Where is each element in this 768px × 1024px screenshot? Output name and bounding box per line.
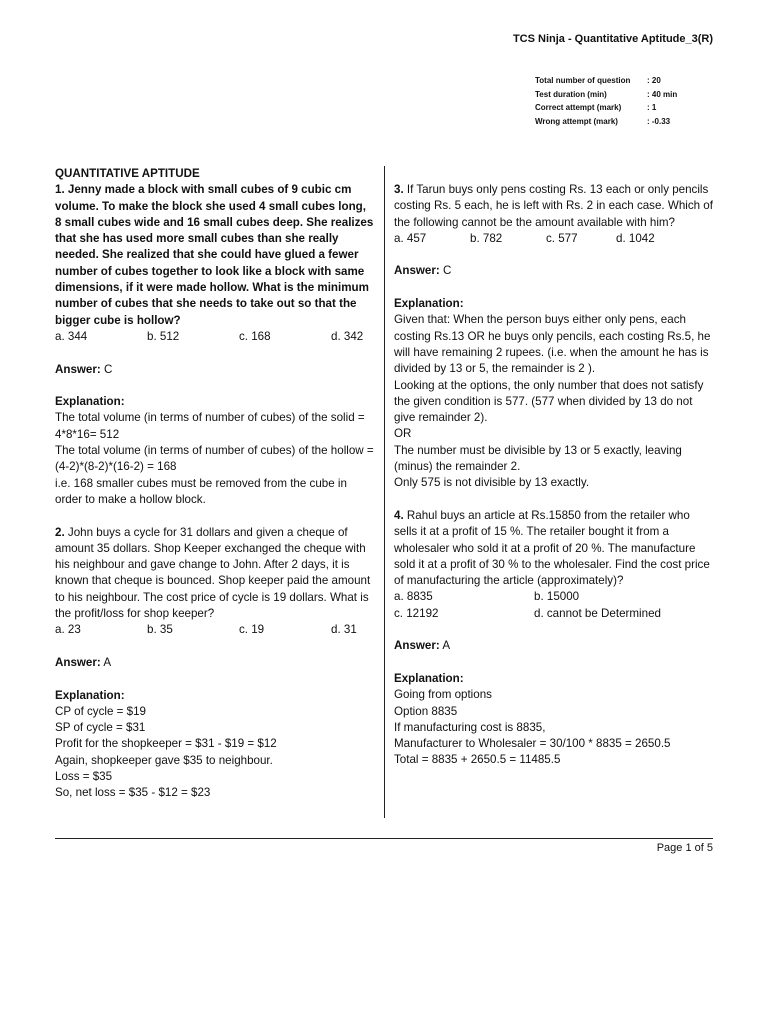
- info-label: Total number of question: [535, 76, 631, 85]
- answer-label: Answer:: [394, 639, 440, 653]
- explanation-line: Given that: When the person buys either only pens, each costing Rs.13 OR he buys only pencils, each costing Rs.5, he will have remaining 2 rupees. (i.e. when the amount he has is divided by 13 or 5, the remainder is 2 ).: [394, 313, 711, 376]
- info-value: : -0.33: [647, 116, 671, 126]
- option-b: b. 35: [147, 623, 173, 637]
- info-row-correct: [535, 101, 677, 115]
- info-row-duration: [535, 88, 677, 102]
- info-label: Wrong attempt (mark): [535, 116, 618, 126]
- option-a: a. 344: [55, 329, 88, 343]
- option-c: c. 19: [239, 623, 265, 637]
- option-d: d. 342: [331, 329, 364, 343]
- question-number: 4.: [394, 508, 404, 522]
- options-grid: [394, 589, 714, 622]
- question-number: 3.: [394, 183, 404, 196]
- right-column: [394, 182, 714, 769]
- explanation-line: SP of cycle = $31: [55, 721, 146, 735]
- options-row: [55, 329, 375, 345]
- explanation-line: Going from options: [394, 688, 492, 702]
- explanation-label: Explanation:: [55, 688, 125, 702]
- answer-label: Answer:: [394, 264, 440, 278]
- question-number: 1.: [55, 183, 65, 197]
- options-row: [394, 231, 714, 247]
- explanation-line: Again, shopkeeper gave $35 to neighbour.: [55, 753, 273, 767]
- option-c: c. 577: [546, 231, 578, 245]
- option-a: a. 8835: [394, 590, 433, 604]
- options-row: [55, 622, 375, 638]
- option-b: b. 782: [470, 231, 503, 245]
- question-body: Jenny made a block with small cubes of 9 cubic cm volume. To make the block she used 4 small cubes long, 8 small cubes wide and 16 small cubes deep. She realizes that she has used more small cubes than she really needed. She realized that she could have glued a fewer number of cubes together to look like a block with same dimensions, if it were made hollow. What is the minimum number of cubes that she needs to take out so that the bigger cube is hollow?: [55, 183, 374, 327]
- answer-label: Answer:: [55, 655, 101, 669]
- explanation-line: The total volume (in terms of number of cubes) of the hollow = (4-2)*(8-2)*(16-2) = 168: [55, 444, 374, 474]
- question-body: If Tarun buys only pens costing Rs. 13 each or only pencils costing Rs. 5 each, he is left with Rs. 2 in each case. Which of the following cannot be the amount available with him?: [394, 183, 713, 229]
- explanation-line: Manufacturer to Wholesaler = 30/100 * 8835 = 2650.5: [394, 737, 671, 751]
- explanation-line: If manufacturing cost is 8835,: [394, 720, 546, 734]
- option-d: d. 31: [331, 623, 357, 637]
- option-b: b. 15000: [534, 590, 580, 604]
- column-divider: [384, 166, 385, 818]
- document-title: TCS Ninja - Quantitative Aptitude_3(R): [512, 33, 713, 45]
- answer-line: [394, 263, 714, 279]
- info-value: : 40 min: [647, 89, 678, 99]
- option-a: a. 23: [55, 623, 81, 637]
- explanation-line: Total = 8835 + 2650.5 = 11485.5: [394, 753, 561, 767]
- explanation-line: Only 575 is not divisible by 13 exactly.: [394, 476, 590, 490]
- question-body: John buys a cycle for 31 dollars and given a cheque of amount 35 dollars. Shop Keeper exchanged the cheque with his neighbour and gave change to John. After 2 days, it is known that cheque is bounced. Shop keeper paid the amount to his neighbour. The cost price of cycle is 19 dollars. What is the profit/loss for shop keeper?: [55, 525, 371, 621]
- answer-line: [55, 362, 375, 378]
- question-text: [394, 508, 714, 589]
- option-c: c. 12192: [394, 606, 439, 620]
- explanation-line: OR: [394, 427, 412, 441]
- section-title: QUANTITATIVE APTITUDE: [55, 167, 200, 180]
- question-text: [55, 525, 375, 623]
- info-label: Test duration (min): [535, 89, 607, 99]
- question-1: [55, 182, 375, 508]
- answer-value: C: [442, 264, 452, 278]
- answer-value: A: [442, 639, 451, 653]
- question-4: [394, 508, 714, 769]
- explanation-line: The total volume (in terms of number of cubes) of the solid = 4*8*16= 512: [55, 411, 365, 441]
- explanation-line: Loss = $35: [55, 769, 113, 783]
- info-value: : 20: [647, 76, 661, 85]
- explanation-label: Explanation:: [55, 395, 125, 409]
- explanation-line: Option 8835: [394, 704, 458, 718]
- footer-rule: [55, 838, 713, 839]
- option-d: d. 1042: [616, 231, 655, 245]
- option-b: b. 512: [147, 329, 180, 343]
- option-d: d. cannot be Determined: [534, 606, 661, 620]
- answer-value: C: [103, 362, 113, 376]
- test-info-table: [535, 74, 677, 128]
- explanation-line: So, net loss = $35 - $12 = $23: [55, 786, 211, 800]
- question-text: [55, 182, 375, 329]
- info-row-questions: [535, 74, 677, 88]
- answer-line: [394, 638, 714, 654]
- question-2: [55, 525, 375, 802]
- left-column: [55, 166, 375, 802]
- page-number: Page 1 of 5: [656, 842, 713, 854]
- explanation-line: i.e. 168 smaller cubes must be removed from the cube in order to make a hollow block.: [55, 476, 347, 506]
- explanation-label: Explanation:: [394, 297, 464, 311]
- answer-line: [55, 655, 375, 671]
- question-text: [394, 182, 714, 231]
- explanation-line: Looking at the options, the only number that does not satisfy the given condition is 577. (577 when divided by 13 do not give remainder 2).: [394, 378, 704, 425]
- option-c: c. 168: [239, 329, 271, 343]
- info-row-wrong: [535, 115, 677, 129]
- explanation-label: Explanation:: [394, 671, 464, 685]
- explanation-line: The number must be divisible by 13 or 5 exactly, leaving (minus) the remainder 2.: [394, 443, 682, 474]
- explanation-line: CP of cycle = $19: [55, 704, 146, 718]
- question-3: [394, 182, 714, 492]
- answer-label: Answer:: [55, 362, 101, 376]
- question-number: 2.: [55, 525, 65, 539]
- option-a: a. 457: [394, 231, 427, 245]
- info-value: : 1: [647, 103, 657, 112]
- answer-value: A: [103, 655, 112, 669]
- explanation-line: Profit for the shopkeeper = $31 - $19 = $12: [55, 737, 277, 751]
- question-body: Rahul buys an article at Rs.15850 from the retailer who sells it at a profit of 15 %. The retailer bought it from a wholesaler who sold it at a profit of 20 %. The manufacture sold it at a profit of 30 % to the wholesaler. Find the cost price of manufacturing the article (approximately)?: [394, 508, 710, 588]
- info-label: Correct attempt (mark): [535, 103, 622, 112]
